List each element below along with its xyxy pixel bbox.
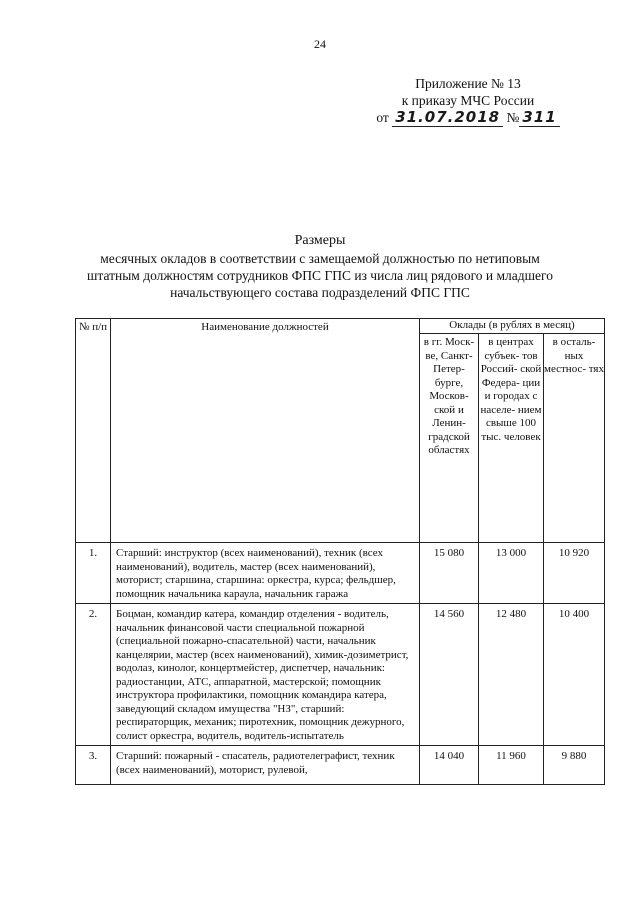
appendix-order-ref: к приказу МЧС России (401, 93, 535, 108)
title-line-1: месячных окладов в соответствии с замещаемой должностью по нетиповым (100, 251, 540, 266)
title-line-3: начальствующего состава подразделений ФПС ГПС (170, 285, 470, 300)
header-col-city: в гг. Моск- ве, Санкт- Петер- бурге, Москов- ской и Ленин- градской областях (420, 334, 479, 543)
header-name: Наименование должностей (111, 319, 420, 543)
title-line-2: штатным должностям сотрудников ФПС ГПС из числа лиц рядового и младшего (86, 268, 553, 283)
row-salary-region: 13 000 (479, 543, 544, 604)
row-salary-region: 12 480 (479, 604, 544, 746)
row-num: 1. (76, 543, 111, 604)
handwritten-number: 311 (519, 108, 559, 127)
row-salary-region: 11 960 (479, 746, 544, 785)
row-position: Старший: инструктор (всех наименований), техник (всех наименований), водитель, мастер (всех наименований), моторист; старшина, старшина: оркестра, курса; фельдшер, помощник начальника караула, начальник гаража (111, 543, 420, 604)
row-position: Старший: пожарный - спасатель, радиотелеграфист, техник (всех наименований), моторист, рулевой, (111, 746, 420, 785)
appendix-header (368, 75, 568, 126)
row-salary-other: 10 920 (544, 543, 605, 604)
row-salary-city: 14 040 (420, 746, 479, 785)
header-col-other: в осталь- ных местнос- тях (544, 334, 605, 543)
document-title (60, 232, 580, 301)
table-row (76, 746, 605, 785)
row-salary-other: 10 400 (544, 604, 605, 746)
from-label: от (376, 110, 389, 125)
row-num: 2. (76, 604, 111, 746)
row-position: Боцман, командир катера, командир отделения - водитель, начальник финансовой части специальной пожарной (специальной пожарно-спасательной) части, начальник канцелярии, мастер (всех наименований), химик-дозиметрист, водолаз, кинолог, концертмейстер, диспетчер, начальник: радиостанции, АТС, аппаратной, мастерской; помощник инструктора профилактики, помощник командира катера, заведующий складом имущества "НЗ", старший: респираторщик, механик; пиротехник, помощник дежурного, солист оркестра, водитель, водитель-испытатель (111, 604, 420, 746)
header-num: № п/п (76, 319, 111, 543)
handwritten-date: 31.07.2018 (392, 108, 503, 127)
row-num: 3. (76, 746, 111, 785)
title-main: Размеры (294, 233, 346, 248)
table-row (76, 543, 605, 604)
table-row (76, 604, 605, 746)
appendix-title: Приложение № 13 (415, 76, 521, 91)
header-salaries: Оклады (в рублях в месяц) (420, 319, 605, 334)
page-number: 24 (314, 37, 326, 51)
number-label: № (506, 110, 520, 125)
row-salary-city: 14 560 (420, 604, 479, 746)
row-salary-city: 15 080 (420, 543, 479, 604)
appendix-date-line (368, 109, 568, 126)
row-salary-other: 9 880 (544, 746, 605, 785)
table-header-row (76, 319, 605, 334)
salary-table (75, 318, 605, 785)
header-col-region: в центрах субъек- тов Россий- ской Федера- ции и городах с населе- нием свыше 100 тыс. человек (479, 334, 544, 543)
